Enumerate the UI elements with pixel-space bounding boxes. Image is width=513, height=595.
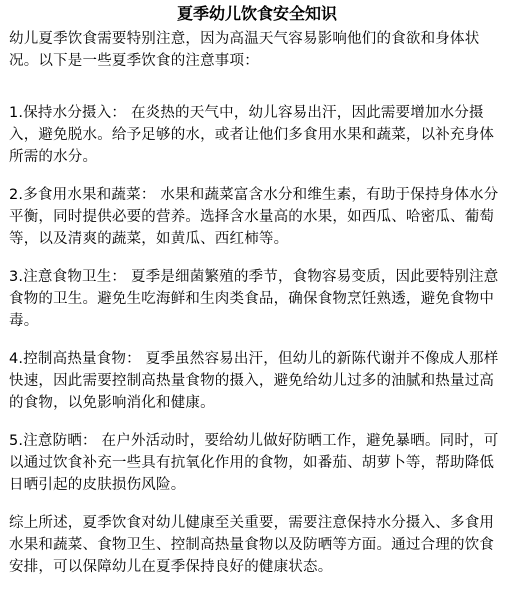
tip-sun-protection: 5.注意防晒： 在户外活动时，要给幼儿做好防晒工作，避免暴晒。同时，可以通过饮食补充一些具有抗氧化作用的食物，如番茄、胡萝卜等，帮助降低日晒引起的皮肤损伤风险。 [9, 433, 499, 493]
intro-paragraph: 幼儿夏季饮食需要特别注意，因为高温天气容易影响他们的食欲和身体状况。以下是一些夏季饮食的注意事项： [9, 31, 480, 69]
tip-high-calorie-control: 4.控制高热量食物： 夏季虽然容易出汗，但幼儿的新陈代谢并不像成人那样快速，因此需要控制高热量食物的摄入，避免给幼儿过多的油腻和热量过高的食物，以免影响消化和健康。 [9, 351, 499, 411]
tip-food-hygiene: 3.注意食物卫生： 夏季是细菌繁殖的季节，食物容易变质，因此要特别注意食物的卫生。避免生吃海鲜和生肉类食品，确保食物烹饪熟透，避免食物中毒。 [9, 269, 499, 329]
document-title: 夏季幼儿饮食安全知识 [176, 4, 337, 23]
tip-hydration: 1.保持水分摄入： 在炎热的天气中，幼儿容易出汗，因此需要增加水分摄入，避免脱水。给予足够的水，或者让他们多食用水果和蔬菜，以补充身体所需的水分。 [9, 105, 495, 165]
conclusion-paragraph: 综上所述，夏季饮食对幼儿健康至关重要，需要注意保持水分摄入、多食用水果和蔬菜、食物卫生、控制高热量食物以及防晒等方面。通过合理的饮食安排，可以保障幼儿在夏季保持良好的健康状态。 [9, 515, 495, 575]
tip-fruits-vegetables: 2.多食用水果和蔬菜： 水果和蔬菜富含水分和维生素，有助于保持身体水分平衡，同时提供必要的营养。选择含水量高的水果，如西瓜、哈密瓜、葡萄等，以及清爽的蔬菜，如黄瓜、西红柿等。 [9, 187, 499, 247]
